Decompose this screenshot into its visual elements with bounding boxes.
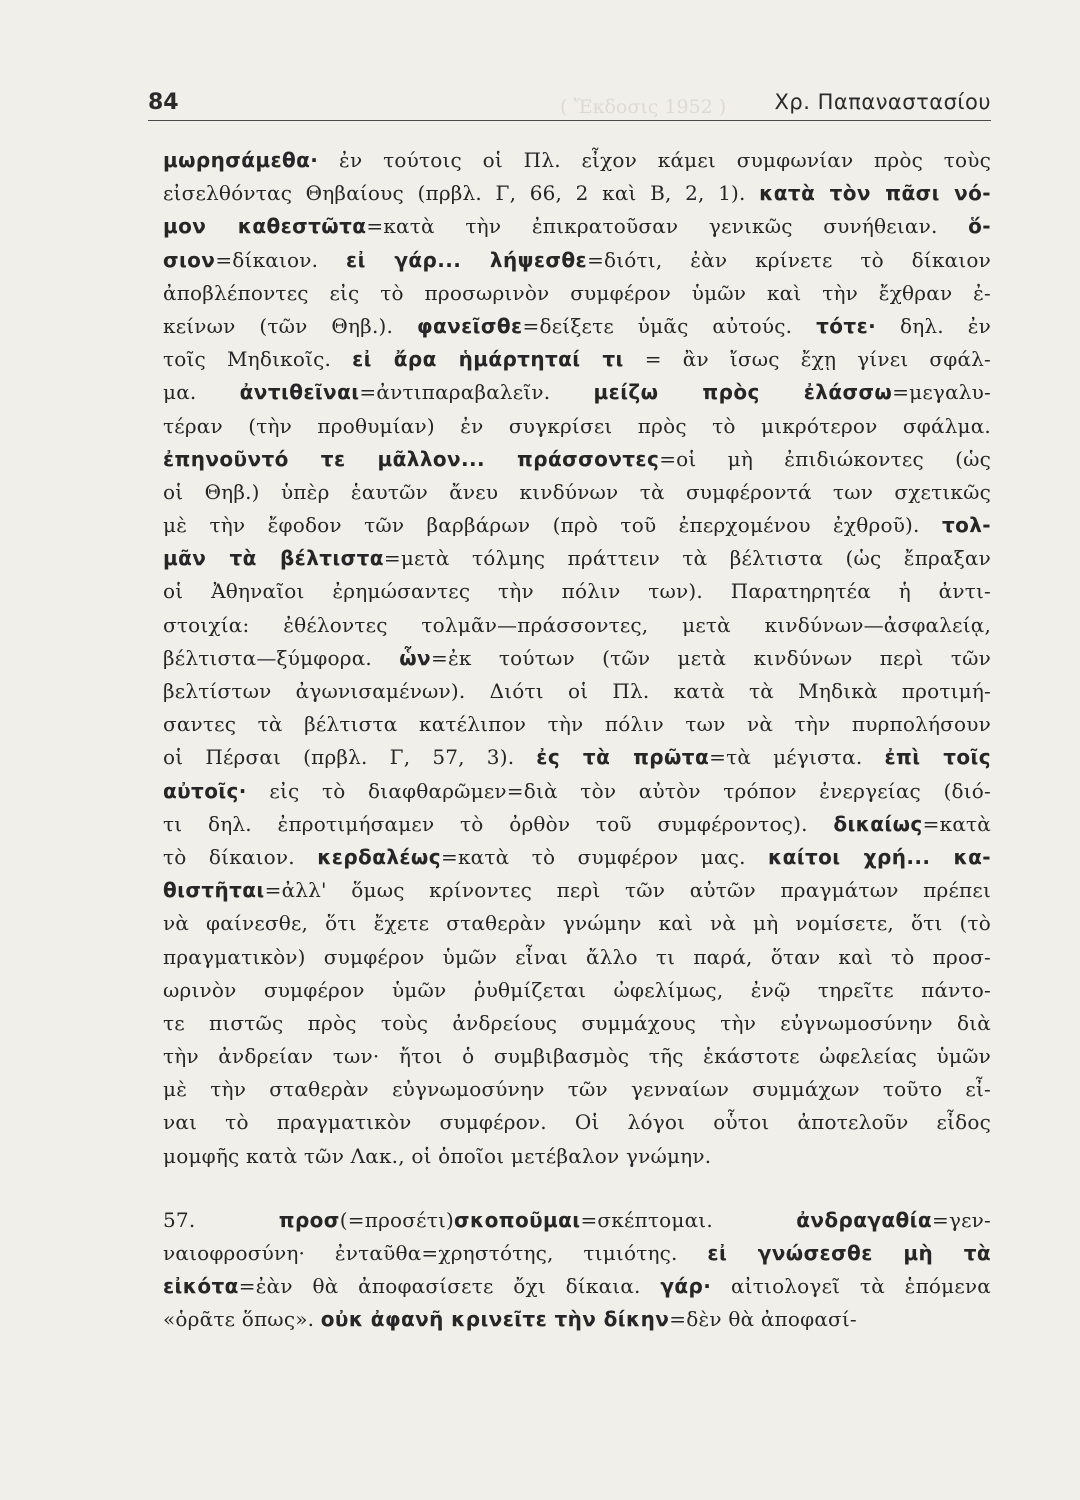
gloss-text: =μεγαλυ- bbox=[892, 380, 991, 405]
text-line bbox=[163, 575, 991, 608]
text-line bbox=[163, 741, 991, 774]
gloss-text: πραγματικὸν) συμφέρον ὑμῶν εἶναι ἄλλο τι παρά, ὅταν καὶ τὸ προσ- bbox=[163, 944, 991, 969]
gloss-text: οἱ Ἀθηναῖοι ἐρημώσαντες τὴν πόλιν των). Παρατηρητέα ἡ ἀντι- bbox=[163, 579, 991, 604]
text-line bbox=[163, 1237, 991, 1270]
gloss-text: =δίκαιον. bbox=[215, 247, 347, 272]
gloss-text: τε πιστῶς πρὸς τοὺς ἀνδρείους συμμάχους τὴν εὐγνωμοσύνην διὰ bbox=[163, 1010, 991, 1035]
lemma-term: εἰ γάρ... λήψεσθε bbox=[346, 247, 588, 272]
gloss-text: ωρινὸν συμφέρον ὑμῶν ῥυθμίζεται ὠφελίμως, ἐνῷ τηρεῖτε πάντο- bbox=[163, 977, 991, 1002]
text-line bbox=[163, 542, 991, 575]
text-line bbox=[163, 941, 991, 974]
gloss-text: αἰτιολογεῖ τὰ ἑπόμενα bbox=[711, 1274, 991, 1299]
gloss-text: μομφῆς κατὰ τῶν Λακ., οἱ ὁποῖοι μετέβαλον γνώμην. bbox=[163, 1143, 712, 1168]
lemma-term: εἰ γνώσεσθε μὴ τὰ bbox=[707, 1241, 991, 1265]
text-line bbox=[163, 476, 991, 509]
gloss-text: =κατὰ τὴν ἐπικρατοῦσαν γενικῶς συνήθειαν. bbox=[366, 214, 969, 239]
paragraph-gap bbox=[163, 1173, 991, 1204]
lemma-term: δικαίως bbox=[833, 811, 923, 836]
gloss-text: μα. bbox=[163, 380, 240, 405]
gloss-text: =ἐὰν θὰ ἀποφασίσετε ὄχι δίκαια. bbox=[238, 1274, 661, 1299]
gloss-text: =γεν- bbox=[932, 1207, 991, 1232]
text-line bbox=[163, 1140, 991, 1173]
gloss-text: =ἀλλ' ὅμως κρίνοντες περὶ τῶν αὐτῶν πραγμάτων πρέπει bbox=[264, 878, 991, 903]
gloss-text: εἰς τὸ διαφθαρῶμεν=διὰ τὸν αὐτὸν τρόπον ἐνεργείας (διό- bbox=[246, 778, 991, 803]
gloss-text: τὴν ἀνδρείαν των· ἤτοι ὁ συμβιβασμὸς τῆς ἑκάστοτε ὠφελείας ὑμῶν bbox=[163, 1044, 991, 1069]
gloss-text: οἱ Πέρσαι (πρβλ. Γ, 57, 3). bbox=[163, 745, 537, 770]
lemma-term: θιστῆται bbox=[163, 878, 265, 903]
gloss-text: τι δηλ. ἐπροτιμήσαμεν τὸ ὀρθὸν τοῦ συμφέροντος). bbox=[163, 811, 834, 836]
text-line bbox=[163, 509, 991, 542]
commentary-text bbox=[163, 144, 991, 1337]
lemma-term: μείζω πρὸς ἐλάσσω bbox=[593, 380, 893, 405]
text-line bbox=[163, 376, 991, 409]
gloss-text: =διότι, ἐὰν κρίνετε τὸ δίκαιον bbox=[587, 247, 992, 272]
lemma-term: μον καθεστῶτα bbox=[163, 214, 367, 239]
text-line bbox=[163, 775, 991, 808]
lemma-term: κερδαλέως bbox=[317, 844, 441, 869]
lemma-term: καίτοι χρή... κα- bbox=[768, 844, 991, 869]
lemma-term: κατὰ τὸν πᾶσι νό- bbox=[759, 181, 991, 206]
lemma-term: εἰ ἄρα ἡμάρτηταί τι bbox=[352, 347, 624, 372]
text-line bbox=[163, 310, 991, 343]
paragraph-56 bbox=[163, 144, 991, 1173]
text-line bbox=[163, 277, 991, 310]
gloss-text: βέλτιστα—ξύμφορα. bbox=[163, 645, 400, 670]
lemma-term: εἰκότα bbox=[163, 1274, 239, 1299]
gloss-text: τοῖς Μηδικοῖς. bbox=[163, 347, 353, 372]
text-line bbox=[163, 177, 991, 210]
gloss-text: =οἱ μὴ ἐπιδιώκοντες (ὡς bbox=[659, 446, 991, 471]
gloss-text: ἀποβλέποντες εἰς τὸ προσωρινὸν συμφέρον ὑμῶν καὶ τὴν ἔχθραν ἐ- bbox=[163, 280, 991, 305]
lemma-term: μᾶν τὰ βέλτιστα bbox=[163, 546, 384, 571]
gloss-text: (=προσέτι) bbox=[339, 1207, 455, 1232]
gloss-text: κείνων (τῶν Θηβ.). bbox=[163, 313, 417, 338]
text-line bbox=[163, 343, 991, 376]
text-line bbox=[163, 244, 991, 277]
gloss-text: = ἂν ἴσως ἔχῃ γίνει σφάλ- bbox=[623, 347, 991, 372]
lemma-term: ἀντιθεῖναι bbox=[239, 380, 360, 405]
text-line bbox=[163, 675, 991, 708]
gloss-text: νὰ φαίνεσθε, ὅτι ἔχετε σταθερὰν γνώμην καὶ νὰ μὴ νομίσετε, ὅτι (τὸ bbox=[163, 911, 991, 936]
gloss-text: «ὁρᾶτε ὅπως». bbox=[163, 1307, 321, 1332]
lemma-term: γάρ· bbox=[660, 1274, 712, 1299]
lemma-term: σκοποῦμαι bbox=[454, 1207, 581, 1232]
text-line bbox=[163, 874, 991, 907]
gloss-text: βελτίστων ἀγωνισαμένων). Διότι οἱ Πλ. κατὰ τὰ Μηδικὰ προτιμή- bbox=[163, 679, 991, 703]
text-line bbox=[163, 907, 991, 940]
text-line bbox=[163, 974, 991, 1007]
lemma-term: τότε· bbox=[816, 313, 877, 338]
text-line bbox=[163, 708, 991, 741]
text-line bbox=[163, 841, 991, 874]
gloss-text: εἰσελθόντας Θηβαίους (πρβλ. Γ, 66, 2 καὶ Β, 2, 1). bbox=[163, 181, 760, 206]
paragraph-57 bbox=[163, 1204, 991, 1337]
gloss-text: =κατὰ bbox=[922, 811, 991, 836]
text-line bbox=[163, 808, 991, 841]
gloss-text: τέραν (τὴν προθυμίαν) ἐν συγκρίσει πρὸς τὸ μικρότερον σφάλμα. bbox=[163, 413, 991, 438]
lemma-term: αὐτοῖς· bbox=[163, 778, 247, 803]
text-line bbox=[163, 410, 991, 443]
running-head: Χρ. Παπαναστασίου bbox=[774, 90, 991, 114]
lemma-term: ὧν bbox=[399, 645, 432, 670]
text-line bbox=[163, 210, 991, 243]
text-line bbox=[163, 1040, 991, 1073]
text-line bbox=[163, 144, 991, 177]
gloss-text: =τὰ μέγιστα. bbox=[709, 745, 885, 770]
text-line bbox=[163, 1204, 991, 1237]
gloss-text: =κατὰ τὸ συμφέρον μας. bbox=[440, 844, 769, 869]
gloss-text: οἱ Θηβ.) ὑπὲρ ἑαυτῶν ἄνευ κινδύνων τὰ συμφέροντά των σχετικῶς bbox=[163, 479, 991, 504]
lemma-term: οὐκ ἀφανῆ κρινεῖτε τὴν δίκην bbox=[320, 1307, 670, 1332]
gloss-text: στοιχία: ἐθέλοντες τολμᾶν—πράσσοντες, μετὰ κινδύνων—ἀσφαλείᾳ, bbox=[163, 612, 991, 637]
lemma-term: μωρησάμεθα· bbox=[163, 148, 319, 172]
text-line bbox=[163, 1303, 991, 1336]
lemma-term: ἐς τὰ πρῶτα bbox=[536, 745, 710, 770]
lemma-term: ὅ- bbox=[968, 214, 991, 239]
gloss-text: 57. bbox=[163, 1207, 279, 1232]
text-line bbox=[163, 642, 991, 675]
gloss-text: =ἐκ τούτων (τῶν μετὰ κινδύνων περὶ τῶν bbox=[431, 645, 991, 670]
gloss-text: =ἀντιπαραβαλεῖν. bbox=[359, 380, 594, 405]
lemma-term: ἐπηνοῦντό τε μᾶλλον... πράσσοντες bbox=[163, 446, 660, 471]
lemma-term: ἀνδραγαθία bbox=[796, 1207, 932, 1232]
gloss-text: μὲ τὴν σταθερὰν εὐγνωμοσύνην τῶν γενναίων συμμάχων τοῦτο εἶ- bbox=[163, 1077, 991, 1102]
lemma-term: σιον bbox=[163, 247, 216, 272]
gloss-text: μὲ τὴν ἔφοδον τῶν βαρβάρων (πρὸ τοῦ ἐπερχομένου ἐχθροῦ). bbox=[163, 513, 942, 538]
text-line bbox=[163, 1106, 991, 1139]
gloss-text: =δείξετε ὑμᾶς αὐτούς. bbox=[522, 313, 817, 338]
page-number: 84 bbox=[148, 90, 179, 115]
lemma-term: ἐπὶ τοῖς bbox=[884, 745, 991, 770]
lemma-term: τολ- bbox=[941, 513, 991, 538]
gloss-text: σαντες τὰ βέλτιστα κατέλιπον τὴν πόλιν των νὰ τὴν πυρπολήσουν bbox=[163, 712, 991, 737]
text-line bbox=[163, 1007, 991, 1040]
gloss-text: ἐν τούτοις οἱ Πλ. εἶχον κάμει συμφωνίαν πρὸς τοὺς bbox=[318, 148, 991, 172]
gloss-text: ναιοφροσύνη· ἐνταῦθα=χρηστότης, τιμιότης. bbox=[163, 1241, 708, 1265]
text-line bbox=[163, 443, 991, 476]
gloss-text: ναι τὸ πραγματικὸν συμφέρον. Οἱ λόγοι οὗτοι ἀποτελοῦν εἶδος bbox=[163, 1110, 991, 1135]
lemma-term: προσ bbox=[278, 1207, 340, 1232]
gloss-text: τὸ δίκαιον. bbox=[163, 844, 318, 869]
page-header bbox=[148, 80, 991, 121]
text-line bbox=[163, 609, 991, 642]
gloss-text: =δὲν θὰ ἀποφασί- bbox=[669, 1307, 857, 1332]
lemma-term: φανεῖσθε bbox=[416, 313, 523, 338]
gloss-text: δηλ. ἐν bbox=[876, 313, 991, 338]
text-line bbox=[163, 1073, 991, 1106]
gloss-text: =σκέπτομαι. bbox=[580, 1207, 797, 1232]
text-line bbox=[163, 1270, 991, 1303]
gloss-text: =μετὰ τόλμης πράττειν τὰ βέλτιστα (ὡς ἔπραξαν bbox=[383, 546, 991, 571]
show-through-text: ( Ἔκδοσις 1952 ) bbox=[560, 96, 727, 118]
